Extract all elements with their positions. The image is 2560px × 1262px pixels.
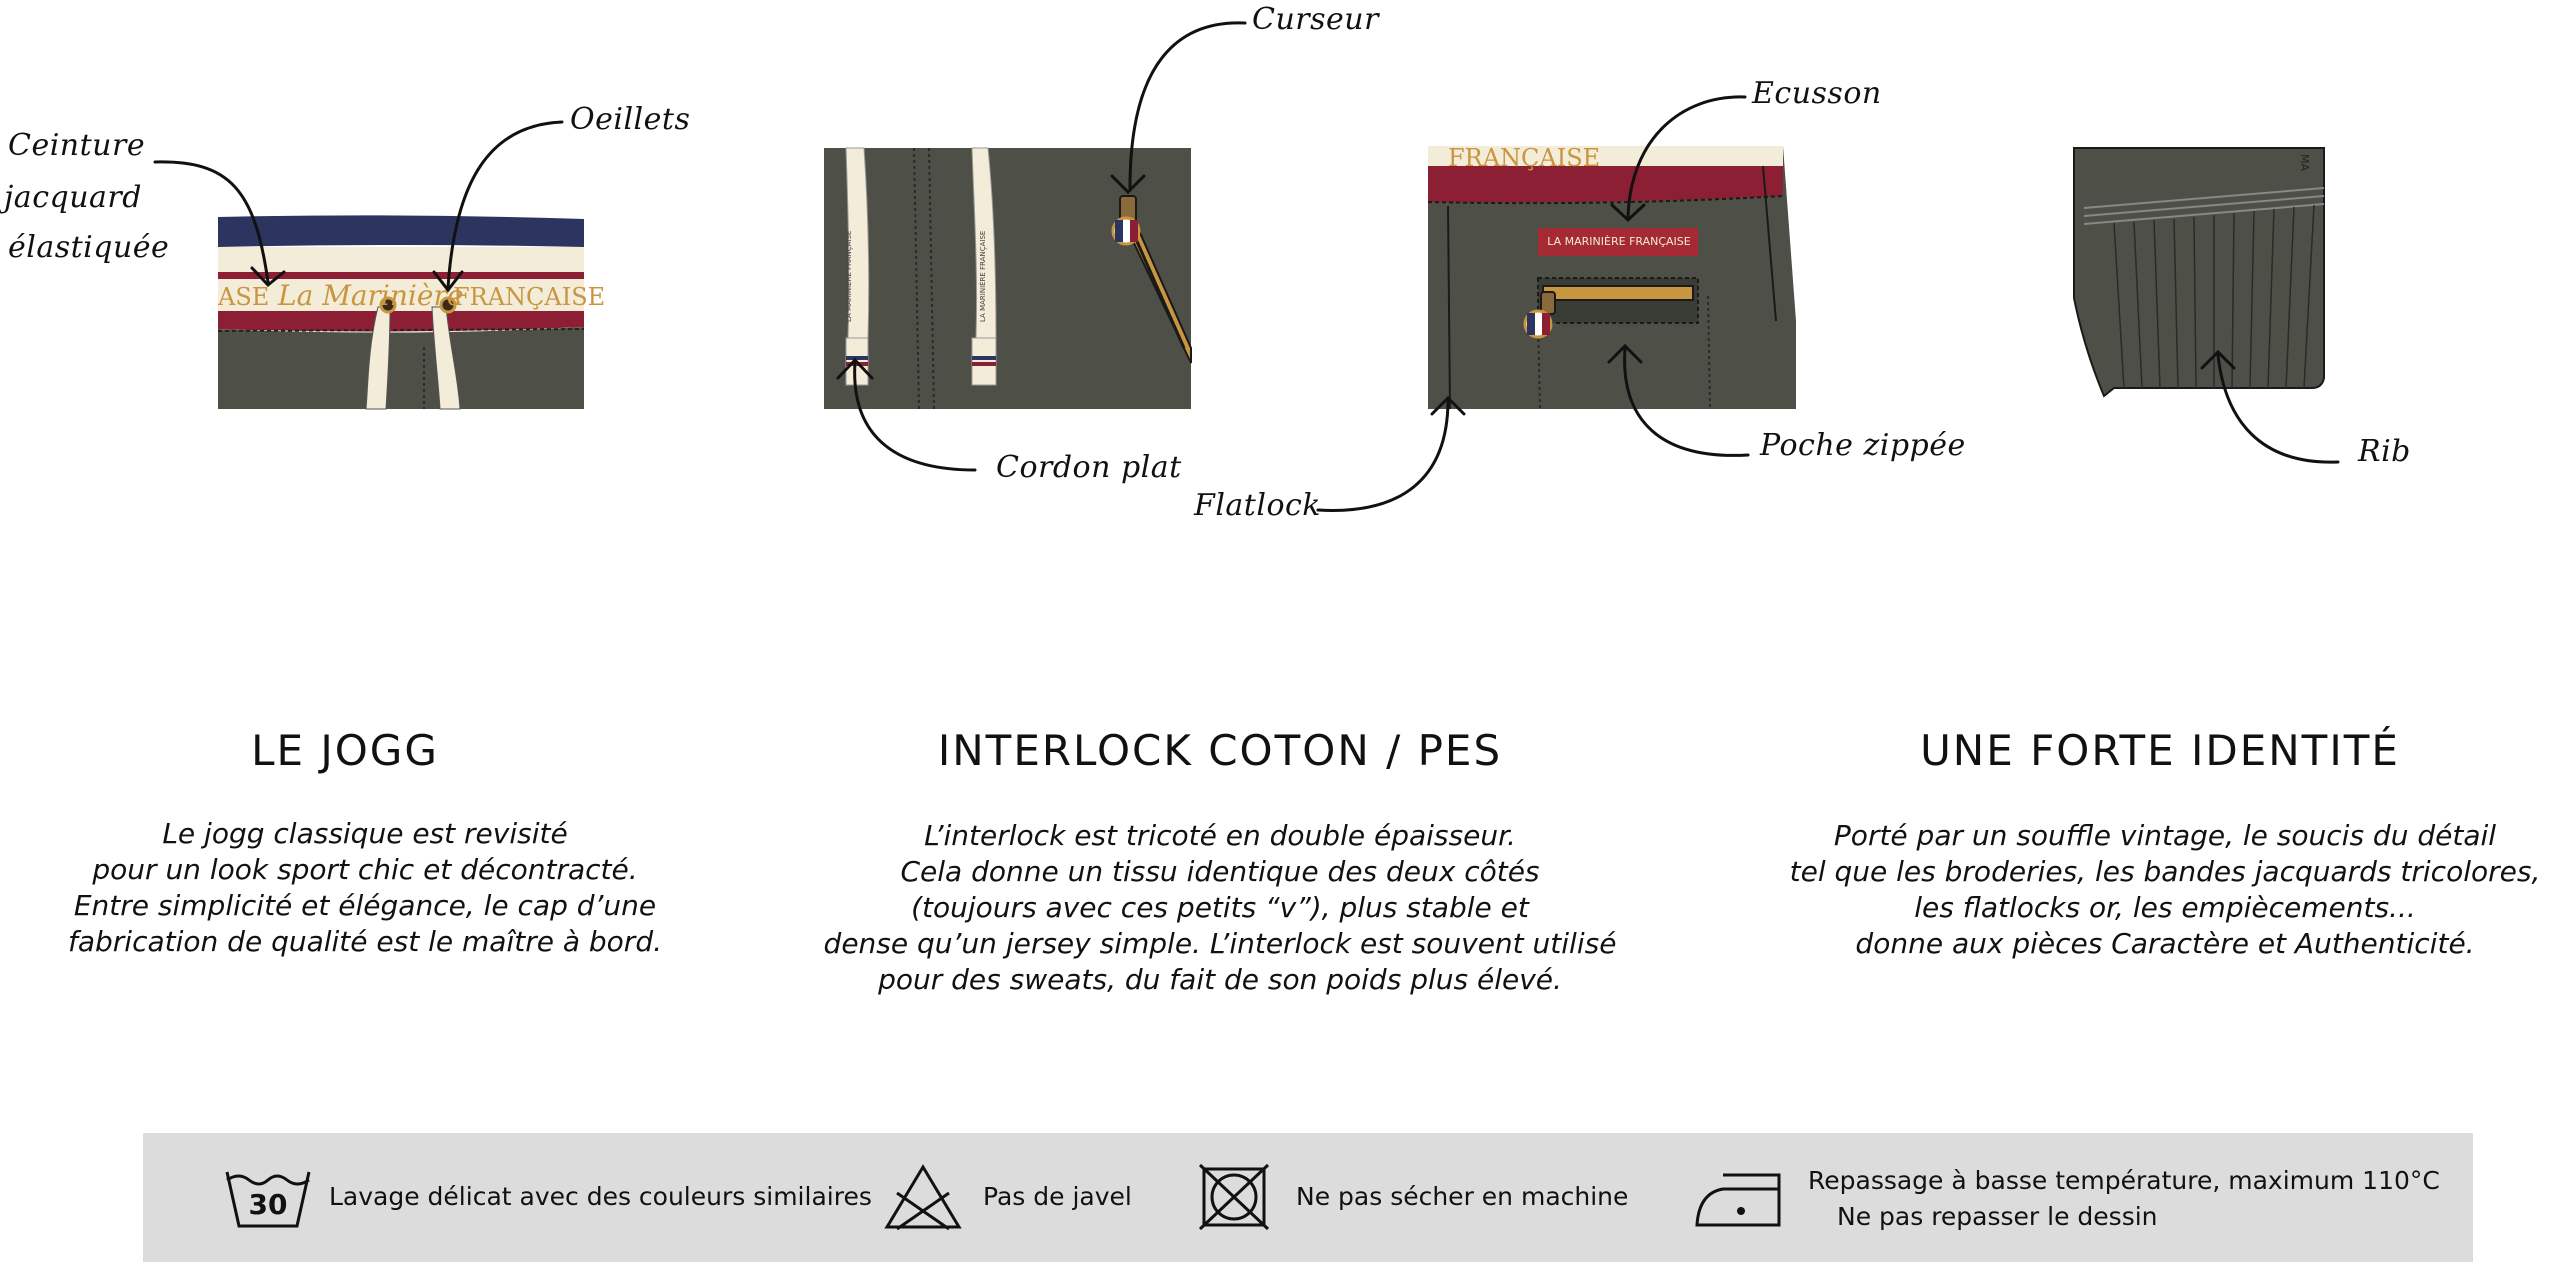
iron-label-line2: Ne pas repasser le dessin bbox=[1837, 1202, 2158, 1231]
section-title-identite: UNE FORTE IDENTITÉ bbox=[1920, 726, 2400, 775]
care-instructions-bar bbox=[143, 1133, 2473, 1262]
section-title-interlock: INTERLOCK COTON / PES bbox=[937, 726, 1503, 775]
band-brand-text: FRANÇAISE bbox=[453, 283, 606, 311]
bleach-label: Pas de javel bbox=[983, 1182, 1132, 1211]
callout-ceinture-line3: élastiquée bbox=[8, 230, 170, 265]
callout-cordon-plat: Cordon plat bbox=[996, 450, 1182, 485]
band-script-brand: La Marinière bbox=[278, 279, 464, 312]
dryer-label: Ne pas sécher en machine bbox=[1296, 1182, 1629, 1211]
cord-tag-left: LA MARINIÈRE FRANÇAISE bbox=[845, 230, 853, 322]
section-text-identite: Porté par un souffle vintage, le soucis du détail tel que les broderies, les bandes jacquards tricolores, les flatlocks or, les empiècements... donne aux pièces Caractère et Authenticité. bbox=[1789, 819, 2541, 960]
band-fragment-text: ASE bbox=[218, 283, 270, 311]
iron-label-line1: Repassage à basse température, maximum 110°C bbox=[1808, 1166, 2440, 1195]
callout-curseur: Curseur bbox=[1252, 2, 1379, 37]
callout-oeillets: Oeillets bbox=[570, 102, 691, 137]
callout-arrows bbox=[0, 0, 2560, 560]
callout-poche-zippee: Poche zippée bbox=[1760, 428, 1966, 463]
iron-low-icon bbox=[1693, 1169, 1789, 1231]
pocket-band-brand: FRANÇAISE bbox=[1448, 144, 1601, 172]
washtub-30-icon bbox=[223, 1168, 313, 1230]
no-tumble-dry-icon bbox=[1198, 1165, 1270, 1229]
callout-rib: Rib bbox=[2358, 434, 2411, 469]
ecusson-label: LA MARINIÈRE FRANÇAISE bbox=[1547, 235, 1691, 248]
cord-tag-right: LA MARINIÈRE FRANÇAISE bbox=[979, 230, 987, 322]
section-title-jogg: LE JOGG bbox=[251, 726, 439, 775]
section-text-interlock: L’interlock est tricoté en double épaisseur. Cela donne un tissu identique des deux côtés (toujours avec ces petits “v”), plus stable et dense qu’un jersey simple. L’interlock est souvent utilisé pour des sweats, du fait de son poids plus élevé. bbox=[823, 819, 1617, 996]
callout-ceinture-line2: jacquard bbox=[4, 180, 142, 215]
callout-ceinture-line1: Ceinture bbox=[8, 128, 146, 163]
wash-temp: 30 bbox=[248, 1188, 288, 1221]
callout-flatlock: Flatlock bbox=[1194, 488, 1321, 523]
no-bleach-icon bbox=[883, 1163, 963, 1231]
callout-ecusson: Ecusson bbox=[1752, 76, 1882, 111]
rib-tag-text: MA bbox=[2298, 153, 2312, 172]
wash-label: Lavage délicat avec des couleurs similaires bbox=[329, 1182, 872, 1211]
section-text-jogg: Le jogg classique est revisité pour un look sport chic et décontracté. Entre simplicité et élégance, le cap d’une fabrication de qualité est le maître à bord. bbox=[68, 817, 662, 958]
